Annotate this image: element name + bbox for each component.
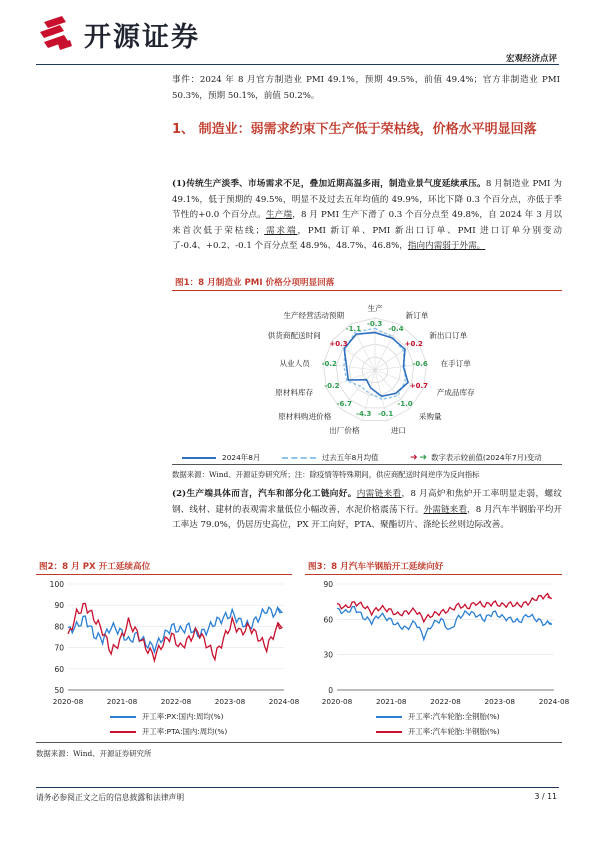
fig2-legend-px — [110, 711, 224, 722]
legend-swatch — [182, 457, 216, 459]
brand-mark-icon — [36, 14, 76, 54]
production-paragraph — [172, 487, 562, 534]
legend-label: 开工率:PTA:国内:周均(%) — [142, 727, 228, 736]
radar-axis-label: 产成品库存 — [436, 387, 475, 397]
legend-average — [282, 452, 378, 463]
series-line — [337, 594, 552, 622]
x-tick-label: 2022-08 — [160, 697, 192, 706]
paragraph-text: ，PMI 新订单、PMI 新出口订单、PMI 进口订单分别变动了-0.4、+0.2、-0.1 个百分点至 48.9%、48.7%、46.8%， — [172, 225, 562, 251]
x-tick-label: 2023-08 — [214, 697, 246, 706]
figure1-title: 图1：8 月制造业 PMI 价格分项明显回落 — [175, 278, 335, 288]
paragraph-text: ，8 月 PMI 生产下滑了 0.3 个百分点至 49.8%，自 2024 年 3 月以来首次低于荣枯线； — [172, 210, 562, 236]
figure1-rule — [172, 290, 562, 291]
radar-axis-label: 生产经营活动预期 — [283, 311, 345, 321]
paragraph-lead: (1)传统生产淡季、市场需求不足，叠加近期高温多雨，制造业景气度延续承压。 — [172, 179, 486, 189]
radar-axis-label: 采购量 — [418, 412, 442, 422]
page-number: 3 / 11 — [534, 792, 557, 801]
down-arrow-icon: ➜ — [419, 452, 428, 463]
header-rule — [36, 64, 559, 65]
paragraph-text: ，8 月汽车半钢胎平均开工率达 79.0%，仍居历史高位，PX 开工向好，PTA、聚酯切片、涤纶长丝则边际改善。 — [172, 504, 562, 530]
figure1-bottom-rule — [172, 464, 562, 465]
figures-bottom-rule — [36, 742, 562, 743]
event-paragraph: 事件：2024 年 8 月官方制造业 PMI 49.1%，预期 49.5%，前值 49.4%；官方非制造业 PMI 50.3%，预期 50.1%，前值 50.2%。 — [172, 75, 560, 101]
figures-source: 数据来源：Wind、开源证券研究所 — [36, 749, 152, 758]
manufacturing-paragraph — [172, 177, 562, 255]
y-tick-label: 70 — [54, 643, 64, 653]
figure2-title: 图2：8 月 PX 开工延续高位 — [39, 562, 151, 572]
brand-name: 开源证券 — [84, 21, 200, 53]
radar-change-value: -4.3 — [356, 410, 372, 419]
radar-change-value: -1.1 — [345, 325, 362, 334]
x-tick-label: 2020-08 — [52, 697, 84, 706]
y-tick-label: 90 — [323, 580, 333, 589]
radar-change-value: +0.2 — [404, 340, 423, 348]
y-tick-label: 60 — [323, 615, 333, 625]
radar-change-value: -0.1 — [377, 410, 394, 419]
legend-label: 开工率:PX:国内:周均(%) — [142, 712, 224, 721]
x-tick-label: 2023-08 — [484, 697, 515, 706]
legend-label: 2024年8月 — [222, 453, 261, 462]
radar-axis-label: 供货商配送时间 — [267, 330, 321, 340]
x-tick-label: 2022-08 — [430, 697, 461, 706]
paragraph-text: 8 月制造业 PMI 为 49.1%，低于预期的 49.5%，明显不及过去五年均值的 49.9%，环比下降 0.3 个百分点，亦低于季节性的+0.0 个百分点。 — [172, 179, 562, 220]
y-tick-label: 50 — [54, 686, 64, 695]
legend-swatch — [282, 457, 316, 459]
radar-change-value: -1.0 — [397, 400, 413, 409]
figure2-rule — [36, 574, 292, 575]
y-tick-label: 0 — [328, 686, 333, 695]
underlined-term: 生产端 — [265, 210, 293, 220]
radar-axis-label: 进口 — [390, 426, 406, 436]
legend-swatch — [110, 731, 136, 733]
up-arrow-icon: ➜ — [410, 452, 418, 463]
legend-swatch — [110, 716, 136, 718]
radar-axis-label: 原材料购进价格 — [278, 412, 332, 422]
radar-series-current — [344, 333, 408, 397]
radar-change-value: -6.7 — [336, 400, 352, 409]
radar-axis-label: 新订单 — [405, 311, 429, 321]
x-tick-label: 2024-08 — [538, 697, 570, 706]
legend-label: 过去五年8月均值 — [322, 453, 379, 462]
radar-change-value: -0.3 — [367, 320, 383, 329]
underlined-term: 外需链来看 — [423, 504, 468, 515]
legend-label: 开工率:汽车轮胎:全钢胎(%) — [408, 712, 500, 721]
brand-logo — [36, 14, 200, 54]
underlined-term: 需求端 — [264, 225, 298, 236]
radar-axis-label: 生产 — [367, 304, 383, 313]
radar-axis-label: 新出口订单 — [429, 330, 468, 340]
x-tick-label: 2020-08 — [321, 697, 353, 706]
paragraph-lead: (2)生产端具体而言，汽车和部分化工链向好。 — [172, 489, 357, 499]
series-line — [68, 603, 282, 660]
radar-change-value: -0.6 — [412, 360, 428, 369]
legend-label: 数字表示较前值(2024年7月)变动 — [431, 453, 542, 462]
legend-current — [182, 452, 260, 463]
fig3-legend-allsteel — [376, 711, 500, 722]
underlined-term: 指向内需弱于外需。 — [407, 241, 486, 251]
radar-axis-label: 从业人员 — [279, 358, 310, 368]
radar-change-value: -0.4 — [388, 325, 404, 334]
x-tick-label: 2021-08 — [376, 697, 407, 706]
radar-axis-label: 原材料库存 — [275, 387, 314, 397]
footer-rule — [36, 787, 559, 788]
px-pta-line-chart — [36, 578, 300, 708]
section-heading: 1、 制造业：弱需求约束下生产低于荣枯线，价格水平明显回落 — [172, 122, 537, 137]
fig2-legend-pta — [110, 726, 227, 737]
x-tick-label: 2021-08 — [106, 697, 138, 706]
radar-axis-label: 出厂价格 — [329, 426, 360, 436]
legend-change — [410, 452, 542, 463]
figure3-rule — [305, 574, 562, 575]
underlined-term: 内需链来看 — [356, 489, 402, 499]
tyre-line-chart — [305, 578, 570, 708]
legend-label: 开工率:汽车轮胎:半钢胎(%) — [408, 727, 500, 736]
y-tick-label: 80 — [54, 622, 64, 632]
radar-change-value: +0.7 — [409, 382, 429, 391]
y-tick-label: 100 — [49, 580, 64, 589]
footer-disclaimer: 请务必参阅正文之后的信息披露和法律声明 — [36, 793, 185, 802]
figure3-title: 图3：8 月汽车半钢胎开工延续向好 — [308, 562, 444, 572]
y-tick-label: 60 — [54, 664, 64, 674]
y-tick-label: 90 — [54, 601, 64, 611]
figure1-source: 数据来源：Wind、开源证券研究所；注：除疫情等特殊期间，供应商配送时间逆序为反向指标 — [172, 470, 480, 479]
legend-swatch — [376, 716, 402, 718]
radar-change-value: +0.3 — [329, 340, 348, 348]
radar-change-value: -0.2 — [321, 360, 337, 369]
y-tick-label: 30 — [323, 650, 333, 660]
fig3-legend-semisteel — [376, 726, 500, 737]
x-tick-label: 2024-08 — [268, 697, 300, 706]
radar-chart — [172, 294, 562, 450]
paragraph-text: ，8 月高炉和焦炉开工率明显走弱，螺纹钢、线材、建材的表观需求量低位小幅改善，水泥价格震荡下行。 — [172, 489, 562, 515]
radar-change-value: -0.2 — [324, 382, 340, 391]
legend-swatch — [376, 731, 402, 733]
report-type-tag: 宏观经济点评 — [505, 54, 557, 64]
radar-axis-label: 在手订单 — [440, 358, 471, 368]
